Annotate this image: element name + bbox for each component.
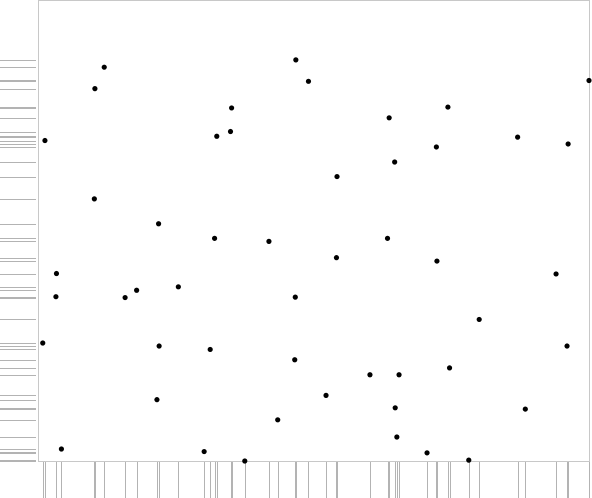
scatter-point (523, 406, 528, 411)
scatter-point (212, 236, 217, 241)
scatter-point (424, 450, 429, 455)
scatter-point (292, 357, 297, 362)
scatter-point (385, 236, 390, 241)
scatter-point (447, 365, 452, 370)
scatter-point (214, 134, 219, 139)
scatter-point (553, 271, 558, 276)
scatter-point (42, 138, 47, 143)
scatter-point (367, 372, 372, 377)
scatter-point (102, 65, 107, 70)
scatter-point (228, 129, 233, 134)
scatter-point (229, 105, 234, 110)
scatter-point (266, 239, 271, 244)
scatter-point (176, 284, 181, 289)
scatter-point (202, 449, 207, 454)
scatter-point (208, 347, 213, 352)
scatter-point (122, 295, 127, 300)
scatter-point (434, 258, 439, 263)
scatter-point (334, 174, 339, 179)
scatter-point (306, 79, 311, 84)
scatter-point (394, 434, 399, 439)
scatter-point (275, 417, 280, 422)
scatter-point (92, 196, 97, 201)
scatter-point (157, 343, 162, 348)
scatter-point (477, 317, 482, 322)
scatter-point (334, 255, 339, 260)
scatter-point (53, 294, 58, 299)
scatter-point (392, 159, 397, 164)
scatter-point (393, 405, 398, 410)
scatter-point (434, 144, 439, 149)
scatter-point (564, 343, 569, 348)
scatter-point (40, 340, 45, 345)
scatter-point (323, 393, 328, 398)
scatter-point (156, 221, 161, 226)
scatter-point (396, 372, 401, 377)
scatter-point (586, 78, 591, 83)
scatter-point (242, 458, 247, 463)
scatter-point (515, 135, 520, 140)
scatter-point (387, 115, 392, 120)
scatter-point (293, 295, 298, 300)
scatter-point (293, 57, 298, 62)
scatter-point (154, 397, 159, 402)
scatter-point (445, 104, 450, 109)
scatter-point (134, 288, 139, 293)
scatter-point (92, 86, 97, 91)
scatter-point (466, 458, 471, 463)
scatter-point (59, 446, 64, 451)
scatter-point (54, 271, 59, 276)
scatter-point (566, 141, 571, 146)
